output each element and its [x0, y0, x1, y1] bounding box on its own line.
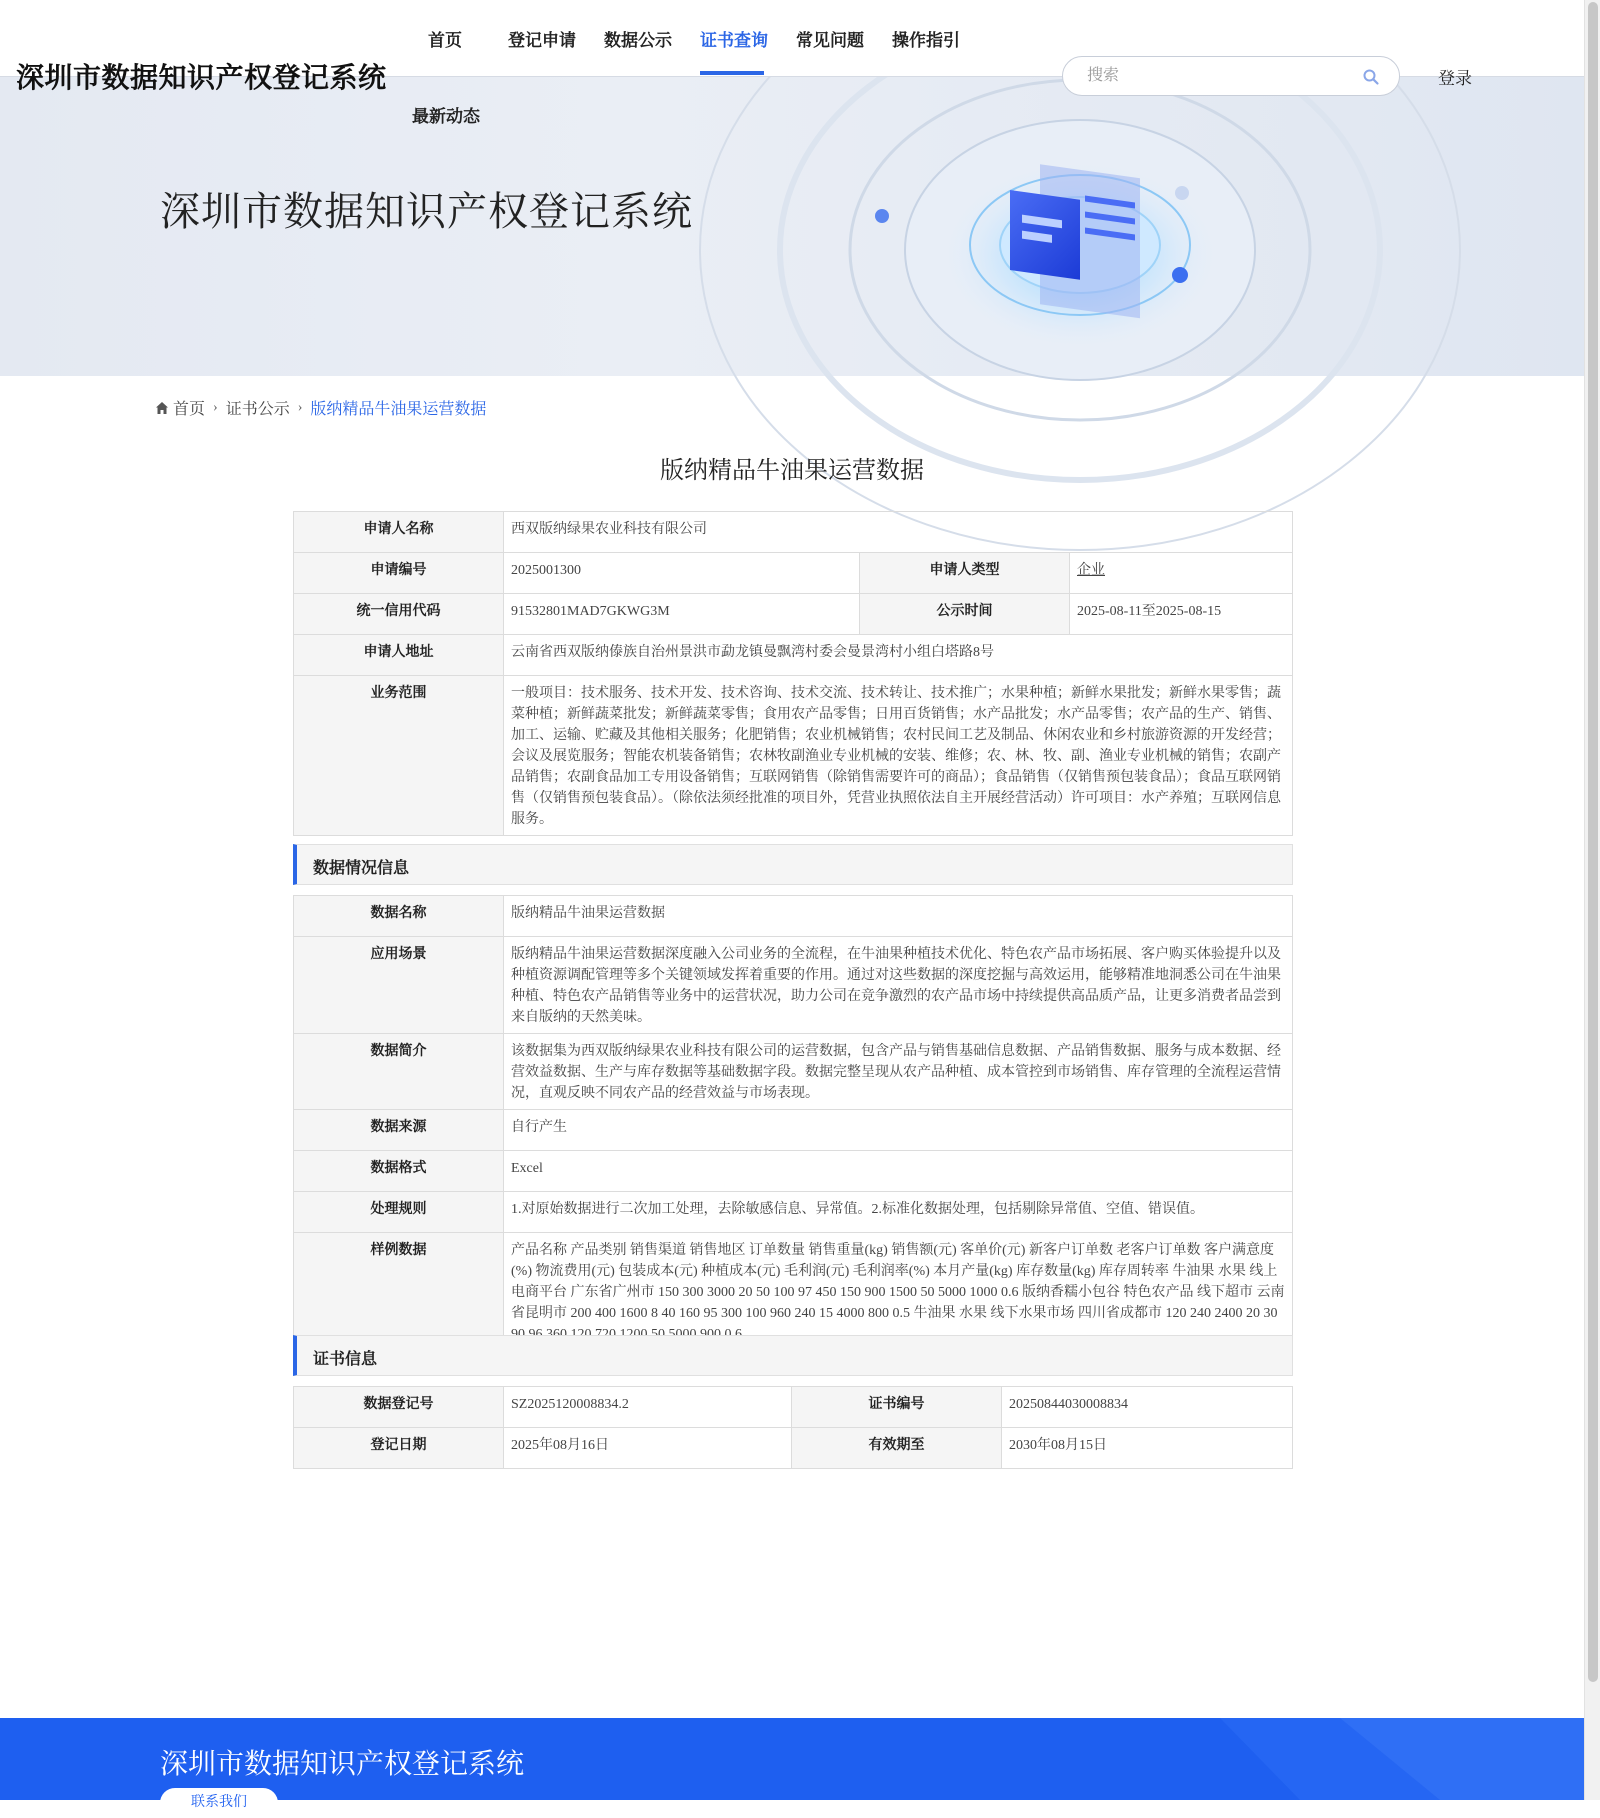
data-source-value: 自行产生 [504, 1110, 1293, 1151]
hero-illustration [690, 60, 1584, 376]
application-number-label: 申请编号 [294, 553, 504, 594]
data-source-label: 数据来源 [294, 1110, 504, 1151]
applicant-name-label: 申请人名称 [294, 512, 504, 553]
footer-decoration [1180, 1718, 1584, 1800]
certificate-info-heading: 证书信息 [293, 1335, 1293, 1376]
table-row [294, 1428, 1293, 1469]
business-scope-value: 一般项目：技术服务、技术开发、技术咨询、技术交流、技术转让、技术推广；水果种植；新鲜水果批发；新鲜水果零售；蔬菜种植；新鲜蔬菜批发；新鲜蔬菜零售；食用农产品零售；日用百货销售；水产品批发；水产品零售；农产品的生产、销售、加工、运输、贮藏及其他相关服务；化肥销售；农业机械销售；农村民间工艺及制品、休闲农业和乡村旅游资源的开发经营；会议及展览服务；智能农机装备销售；农林牧副渔业专业机械的安装、维修；农、林、牧、副、渔业专业机械的销售；农副产品销售；农副食品加工专用设备销售；互联网销售（除销售需要许可的商品）；食品销售（仅销售预包装食品）；食品互联网销售（仅销售预包装食品）。（除依法须经批准的项目外，凭营业执照依法自主开展经营活动）许可项目：水产养殖；互联网信息服务。 [504, 676, 1293, 836]
registration-date-value: 2025年08月16日 [504, 1428, 792, 1469]
business-scope-label: 业务范围 [294, 676, 504, 836]
data-name-label: 数据名称 [294, 896, 504, 937]
data-registration-number-value: SZ2025120008834.2 [504, 1387, 792, 1428]
applicant-type-link[interactable]: 企业 [1077, 563, 1105, 578]
table-row [294, 1034, 1293, 1110]
table-row [294, 896, 1293, 937]
page-scrollbar[interactable] [1584, 0, 1600, 1800]
credit-code-label: 统一信用代码 [294, 594, 504, 635]
table-row [294, 512, 1293, 553]
data-name-value: 版纳精品牛油果运营数据 [504, 896, 1293, 937]
search-input[interactable] [1087, 65, 1347, 87]
valid-until-value: 2030年08月15日 [1002, 1428, 1293, 1469]
search-icon[interactable] [1363, 69, 1379, 85]
sample-data-value: 产品名称 产品类别 销售渠道 销售地区 订单数量 销售重量(kg) 销售额(元) 客单价(元) 新客户订单数 老客户订单数 客户满意度(%) 物流费用(元) 包装成本(元) 种植成本(元) 毛利润(元) 毛利润率(%) 本月产量(kg) 库存数量(kg) 库存周转率 牛油果 水果 线上电商平台 广东省广州市 150 300 3000 20 50 100 97 450 150 900 1500 50 5000 1000 0.6 版纳香糯小包谷 特色农产品 线下超市 云南省昆明市 200 400 1600 8 40 160 95 300 100 960 240 15 4000 800 0.5 牛油果 水果 线下水果市场 四川省成都市 120 240 2400 20 30 [504, 1233, 1293, 1351]
nav-data-publicity[interactable]: 数据公示 [604, 31, 672, 50]
table-row [294, 594, 1293, 635]
breadcrumb-parent[interactable]: 证书公示 [225, 401, 290, 418]
certificate-number-value: 20250844030008834 [1002, 1387, 1293, 1428]
table-row [294, 937, 1293, 1034]
data-intro-value: 该数据集为西双版纳绿果农业科技有限公司的运营数据，包含产品与销售基础信息数据、产品销售数据、服务与成本数据、经营效益数据、生产与库存数据等基础数据字段。数据完整呈现从农产品种植、成本管控到市场销售、库存管理的全流程运营情况，直观反映不同农产品的经营效益与市场表现。 [504, 1034, 1293, 1110]
breadcrumb-current: 版纳精品牛油果运营数据 [310, 401, 487, 418]
table-row [294, 1233, 1293, 1351]
applicant-type-label: 申请人类型 [860, 553, 1070, 594]
applicant-address-value: 云南省西双版纳傣族自治州景洪市勐龙镇曼飘湾村委会曼景湾村小组白塔路8号 [504, 635, 1293, 676]
breadcrumb [155, 396, 486, 419]
nav-guide[interactable]: 操作指引 [892, 31, 960, 50]
nav-certificate-query[interactable]: 证书查询 [700, 31, 768, 50]
search-box[interactable] [1062, 56, 1400, 96]
valid-until-label: 有效期至 [792, 1428, 1002, 1469]
chevron-right-icon: › [213, 399, 218, 415]
data-format-label: 数据格式 [294, 1151, 504, 1192]
application-number-value: 2025001300 [504, 553, 860, 594]
applicant-name-value: 西双版纳绿果农业科技有限公司 [504, 512, 1293, 553]
page-title: 版纳精品牛油果运营数据 [660, 458, 924, 484]
hero-banner [0, 0, 1584, 376]
certificate-number-label: 证书编号 [792, 1387, 1002, 1428]
application-scenario-value: 版纳精品牛油果运营数据深度融入公司业务的全流程，在牛油果种植技术优化、特色农产品市场拓展、客户购买体验提升以及种植资源调配管理等多个关键领域发挥着重要的作用。通过对这些数据的深度挖掘与高效运用，能够精准地洞悉公司在牛油果种植、特色农产品销售等业务中的运营状况，助力公司在竞争激烈的农产品市场中持续提供高品质产品，让更多消费者品尝到来自版纳的天然美味。 [504, 937, 1293, 1034]
nav-registration[interactable]: 登记申请 [508, 31, 576, 50]
data-info-table [293, 895, 1293, 1351]
sample-data-label: 样例数据 [294, 1233, 504, 1351]
applicant-table [293, 511, 1293, 836]
footer-title: 深圳市数据知识产权登记系统 [160, 1749, 525, 1780]
publish-time-value: 2025-08-11至2025-08-15 [1070, 594, 1293, 635]
registration-date-label: 登记日期 [294, 1428, 504, 1469]
table-row [294, 1192, 1293, 1233]
data-info-heading: 数据情况信息 [293, 844, 1293, 885]
certificate-table [293, 1386, 1293, 1469]
login-link[interactable]: 登录 [1438, 69, 1472, 88]
data-format-value: Excel [504, 1151, 1293, 1192]
table-row [294, 553, 1293, 594]
processing-rules-label: 处理规则 [294, 1192, 504, 1233]
application-scenario-label: 应用场景 [294, 937, 504, 1034]
processing-rules-value: 1.对原始数据进行二次加工处理，去除敏感信息、异常值。2.标准化数据处理，包括剔除异常值、空值、错误值。 [504, 1192, 1293, 1233]
nav-latest-news[interactable]: 最新动态 [412, 107, 480, 126]
contact-us-button[interactable]: 联系我们 [160, 1788, 278, 1818]
hero-title: 深圳市数据知识产权登记系统 [160, 189, 693, 234]
table-row [294, 1110, 1293, 1151]
credit-code-value: 91532801MAD7GKWG3M [504, 594, 860, 635]
nav-home[interactable]: 首页 [428, 31, 462, 50]
table-row [294, 1387, 1293, 1428]
data-registration-number-label: 数据登记号 [294, 1387, 504, 1428]
data-intro-label: 数据简介 [294, 1034, 504, 1110]
table-row [294, 676, 1293, 836]
applicant-address-label: 申请人地址 [294, 635, 504, 676]
breadcrumb-home[interactable]: 首页 [173, 401, 206, 418]
footer [0, 1718, 1584, 1810]
table-row [294, 1151, 1293, 1192]
applicant-type-cell [1070, 553, 1293, 594]
scrollbar-thumb[interactable] [1588, 2, 1598, 1682]
nav-active-indicator [700, 71, 764, 75]
chevron-right-icon: › [297, 399, 303, 415]
home-icon [155, 401, 169, 415]
nav-faq[interactable]: 常见问题 [796, 31, 864, 50]
table-row [294, 635, 1293, 676]
site-logo-title[interactable]: 深圳市数据知识产权登记系统 [16, 63, 387, 94]
publish-time-label: 公示时间 [860, 594, 1070, 635]
